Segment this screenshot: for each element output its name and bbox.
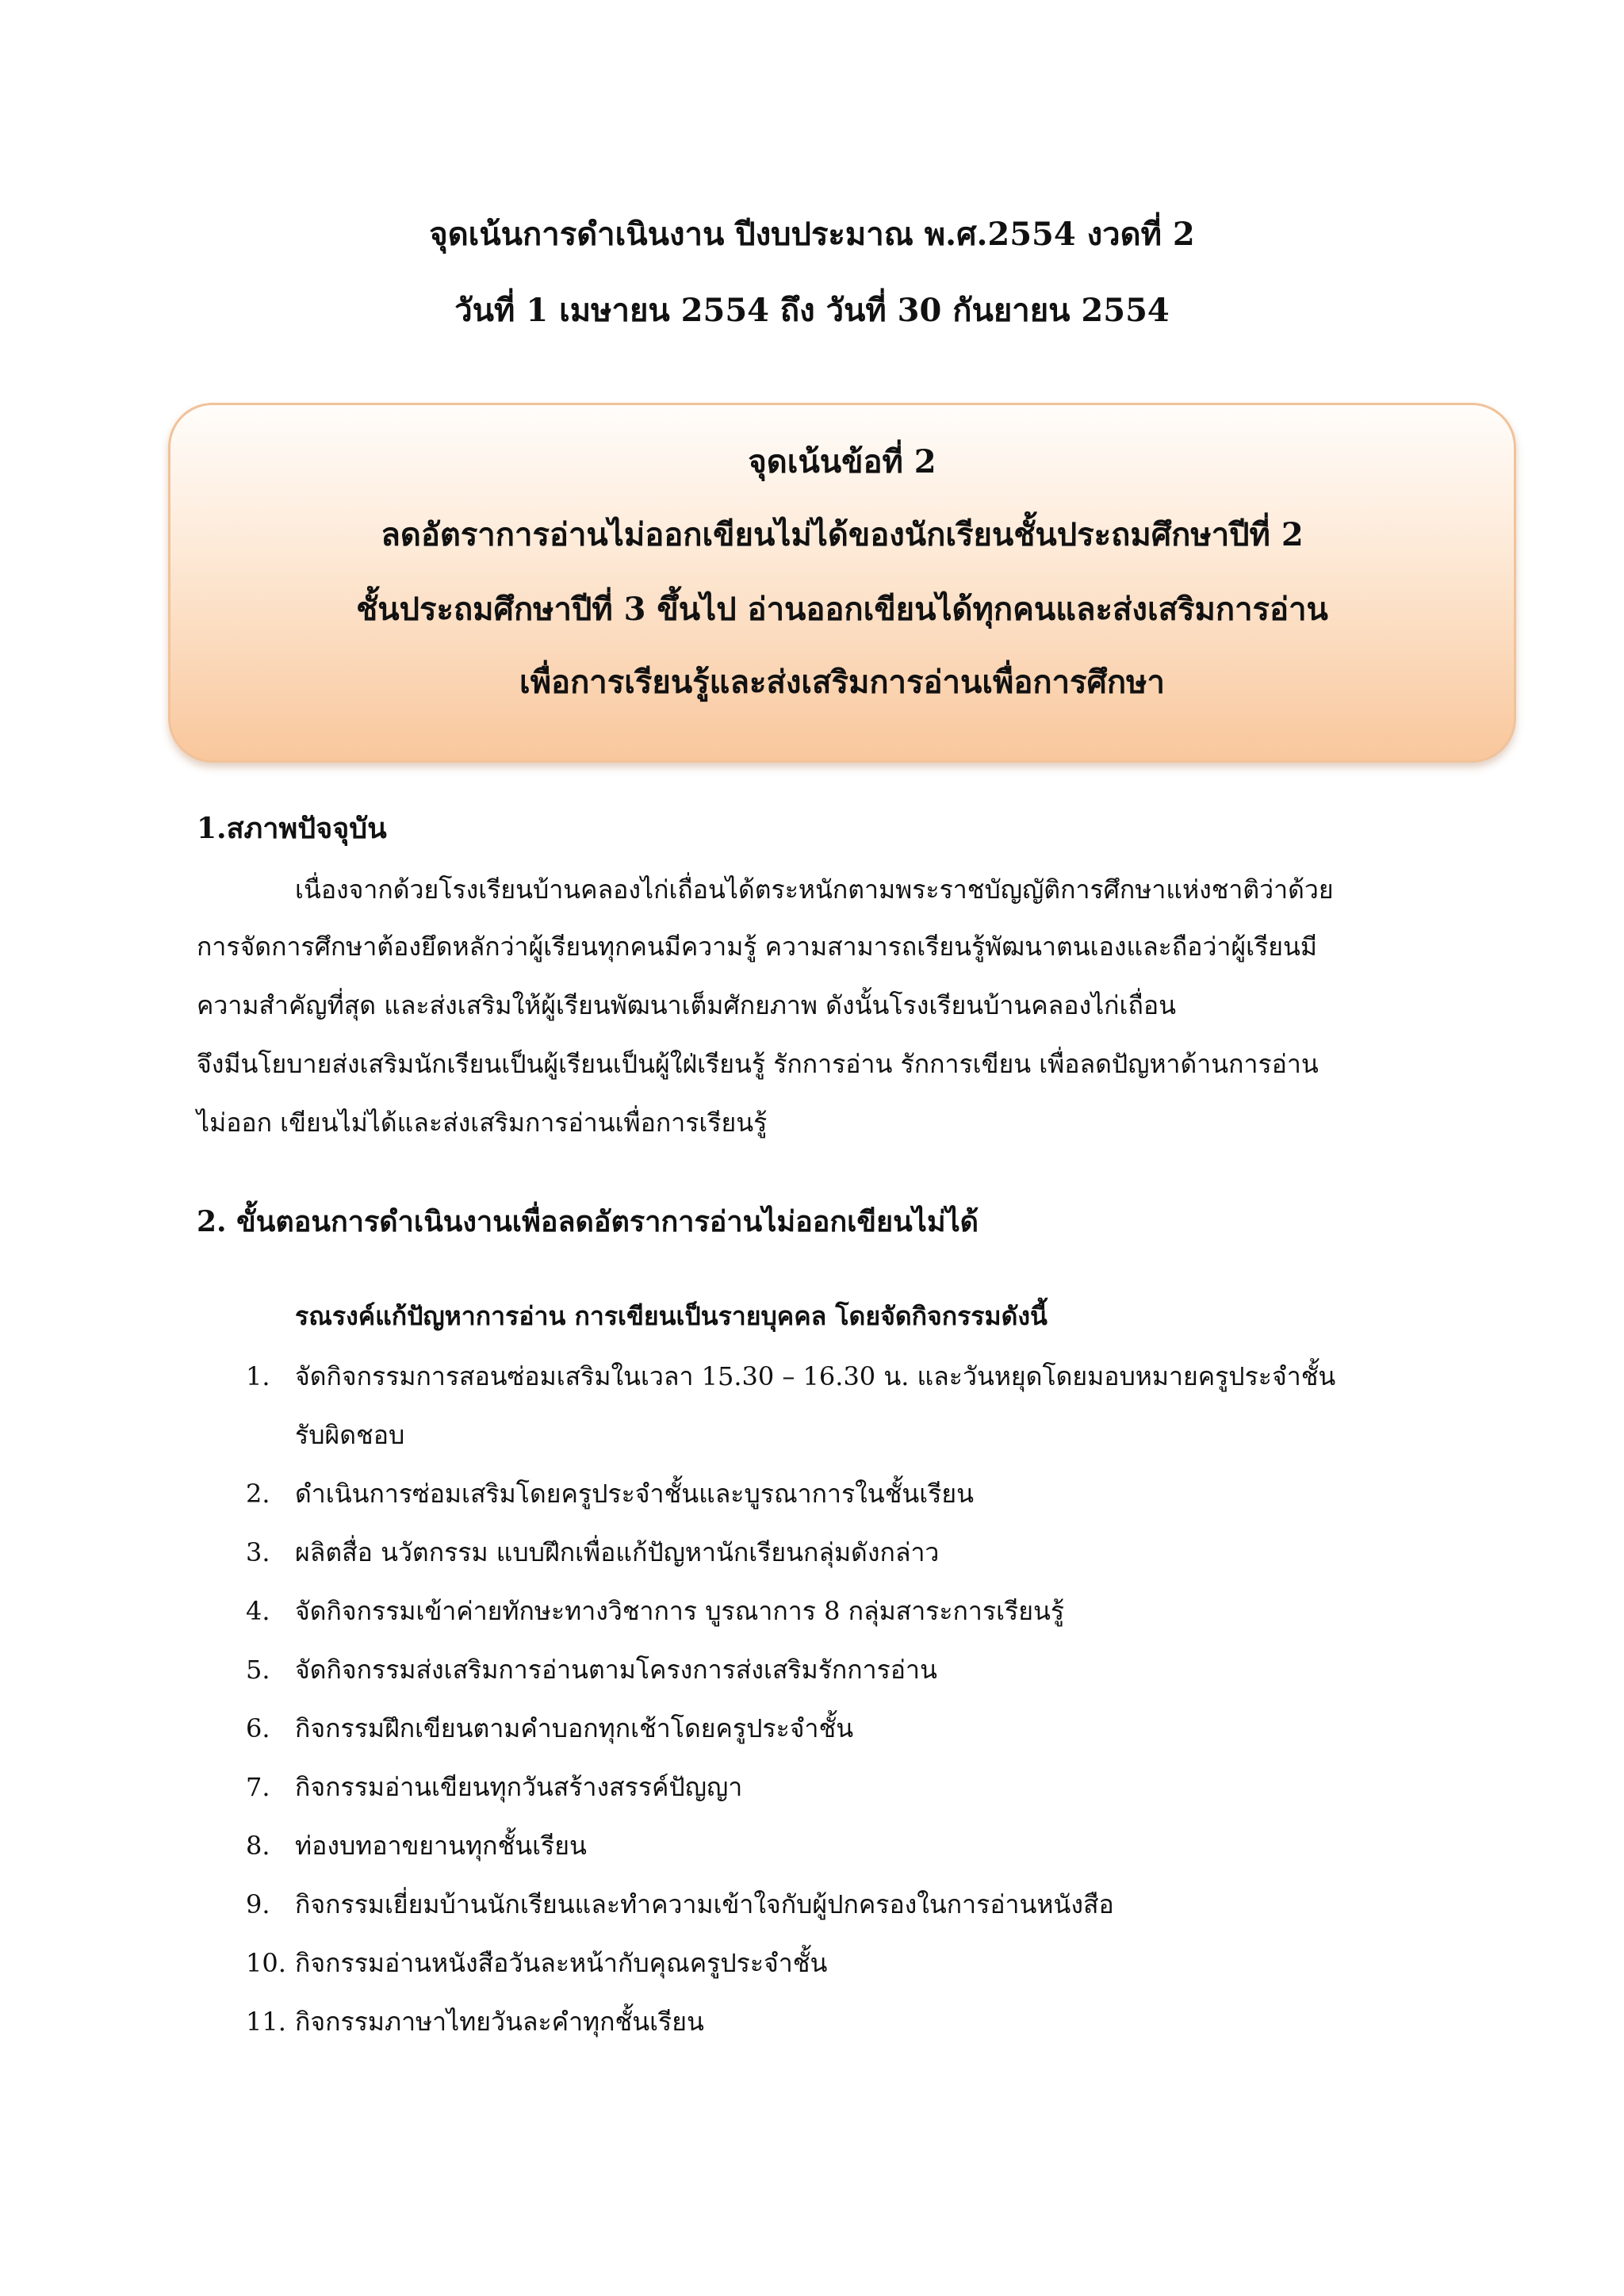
list-item-text: ท่องบทอาขยานทุกชั้นเรียน bbox=[295, 1831, 587, 1861]
list-item-number: 9. bbox=[246, 1889, 270, 1919]
list-item-number: 7. bbox=[246, 1772, 270, 1802]
list-item-number: 5. bbox=[246, 1655, 270, 1685]
list-item-text: จัดกิจกรรมส่งเสริมการอ่านตามโครงการส่งเสริมรักการอ่าน bbox=[295, 1655, 937, 1685]
list-item-number: 4. bbox=[246, 1596, 270, 1626]
list-item-number: 8. bbox=[246, 1831, 270, 1861]
list-item-number: 6. bbox=[246, 1713, 270, 1743]
focus-text-line: เพื่อการเรียนรู้และส่งเสริมการอ่านเพื่อการศึกษา bbox=[519, 664, 1165, 701]
section-heading-procedure: 2. ขั้นตอนการดำเนินงานเพื่อลดอัตราการอ่านไม่ออกเขียนไม่ได้ bbox=[197, 1205, 979, 1238]
document-title: จุดเน้นการดำเนินงาน ปีงบประมาณ พ.ศ.2554 งวดที่ 2 bbox=[429, 216, 1195, 253]
list-item-text: จัดกิจกรรมเข้าค่ายทักษะทางวิชาการ บูรณาการ 8 กลุ่มสาระการเรียนรู้ bbox=[295, 1596, 1065, 1626]
list-item-number: 1. bbox=[246, 1361, 270, 1391]
list-item-text: จัดกิจกรรมการสอนซ่อมเสริมในเวลา 15.30 – 16.30 น. และวันหยุดโดยมอบหมายครูประจำชั้น bbox=[295, 1361, 1336, 1391]
list-item-text: ผลิตสื่อ นวัตกรรม แบบฝึกเพื่อแก้ปัญหานักเรียนกลุ่มดังกล่าว bbox=[295, 1537, 940, 1567]
list-item-number: 11. bbox=[246, 2007, 286, 2037]
list-item-text: กิจกรรมฝึกเขียนตามคำบอกทุกเช้าโดยครูประจำชั้น bbox=[295, 1713, 854, 1743]
paragraph-line: ไม่ออก เขียนไม่ได้และส่งเสริมการอ่านเพื่อการเรียนรู้ bbox=[197, 1108, 768, 1138]
list-item-number: 3. bbox=[246, 1537, 270, 1567]
paragraph-line: การจัดการศึกษาต้องยึดหลักว่าผู้เรียนทุกคนมีความรู้ ความสามารถเรียนรู้พัฒนาตนเองและถือว่าผู้เรียนมี bbox=[197, 932, 1317, 962]
section-heading-current-state: 1.สภาพปัจจุบัน bbox=[197, 812, 387, 845]
list-item-text-continued: รับผิดชอบ bbox=[295, 1420, 405, 1450]
list-item-text: กิจกรรมภาษาไทยวันละคำทุกชั้นเรียน bbox=[295, 2007, 704, 2037]
list-item-text: กิจกรรมเยี่ยมบ้านนักเรียนและทำความเข้าใจกับผู้ปกครองในการอ่านหนังสือ bbox=[295, 1889, 1114, 1919]
list-item-number: 2. bbox=[246, 1479, 270, 1509]
list-item-number: 10. bbox=[246, 1948, 286, 1978]
document-date-range: วันที่ 1 เมษายน 2554 ถึง วันที่ 30 กันยายน 2554 bbox=[454, 292, 1170, 329]
focus-text-line: ลดอัตราการอ่านไม่ออกเขียนไม่ได้ของนักเรียนชั้นประถมศึกษาปีที่ 2 bbox=[381, 516, 1304, 553]
focus-highlight-box bbox=[168, 403, 1516, 763]
list-item-text: กิจกรรมอ่านหนังสือวันละหน้ากับคุณครูประจำชั้น bbox=[295, 1948, 828, 1978]
list-item-text: ดำเนินการซ่อมเสริมโดยครูประจำชั้นและบูรณาการในชั้นเรียน bbox=[295, 1479, 975, 1509]
paragraph-line: ความสำคัญที่สุด และส่งเสริมให้ผู้เรียนพัฒนาเต็มศักยภาพ ดังนั้นโรงเรียนบ้านคลองไก่เถื่อน bbox=[197, 990, 1176, 1020]
focus-text-line: ชั้นประถมศึกษาปีที่ 3 ขึ้นไป อ่านออกเขียนได้ทุกคนและส่งเสริมการอ่าน bbox=[356, 591, 1328, 628]
list-item-text: กิจกรรมอ่านเขียนทุกวันสร้างสรรค์ปัญญา bbox=[295, 1772, 743, 1802]
focus-number: จุดเน้นข้อที่ 2 bbox=[748, 443, 936, 480]
paragraph-line: จึงมีนโยบายส่งเสริมนักเรียนเป็นผู้เรียนเป็นผู้ใฝ่เรียนรู้ รักการอ่าน รักการเขียน เพื่อลดปัญหาด้านการอ่าน bbox=[197, 1049, 1319, 1079]
procedure-subheading: รณรงค์แก้ปัญหาการอ่าน การเขียนเป็นรายบุคคล โดยจัดกิจกรรมดังนี้ bbox=[295, 1301, 1048, 1331]
paragraph-line: เนื่องจากด้วยโรงเรียนบ้านคลองไก่เถื่อนได้ตระหนักตามพระราชบัญญัติการศึกษาแห่งชาติว่าด้วย bbox=[295, 874, 1334, 905]
